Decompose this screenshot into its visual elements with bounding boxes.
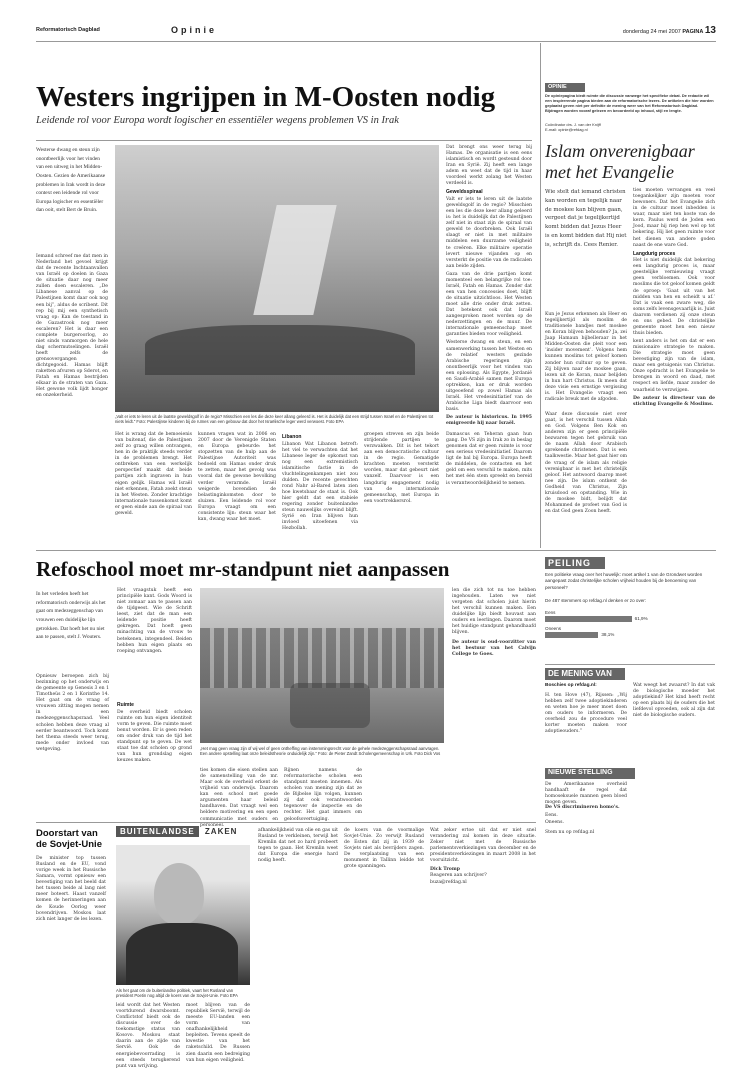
column-author-email: buza@refdag.nl xyxy=(430,879,467,885)
poll-label: PEILING xyxy=(545,557,605,569)
islam-intro: Wie stelt dat iemand christen kan worden en tegelijk naar de moskee kan blijven gaan, vergeet dat je tegelijkertijd komt bidden dat Jezus Heer is en komt bidden dat Hij niet is, schrijft ds. Cees Renier. xyxy=(545,189,627,248)
paper-name: Reformatorisch Dagblad xyxy=(36,27,100,33)
lead-author-note: De auteur is historicus. In 1995 emigreerde hij naar Israël. xyxy=(446,415,532,427)
subhead-libanon: Libanon xyxy=(282,434,302,440)
lead-photo xyxy=(115,145,439,412)
lead-body-1: Iemand schreef me dat men in Nederland het gevoel krijgt dat de recente Inchtaanvallen van Israël op doelen in Gaza de situatie daar nog meer zullen doen escaleren. „De Libanese aanval op de Palestijnen komt daar ook nog een bij”, aldus de scribent. Dit rep bij mij een synthetisch vraag op: Kan de toestand in de Gazastrook nog meer escaleren? Het is daar een complete burgeroorlog, zo niet sinds vanmorgen de hele dag schermutselingen. Israël heeft zelfs de grensovergangen dichtgegooid. Hamas blijft raketten afvuren op Sderot, en Fatah en Hamas bestrijden elkaar in de straten van Gaza. Het gewone volk lijdt honger en onzekerheid. xyxy=(36,254,108,399)
lead-body-5: groepen streven en zijn beide strijdende partijen te verzwakken. Dit is het tekort aan een democratische cultuur in de regio. Gematigde krachten moeten versterkt worden, maar dat gebeurt niet vanzelf. Daarvoor is een langdurig engagement nodig van de internationale gemeenschap, met Europa in een voortrekkersrol. xyxy=(364,432,439,504)
poll-result-line: De 487 stemmers op refdag.nl denken er zo over: xyxy=(545,598,647,603)
lower-col2b xyxy=(117,700,192,818)
column-photo-caption: Als het gaat om de buitenlandse politiek, vaart het Rusland van president Poetin nog altijd de koers van de Sovjet-Unie. Foto EPA xyxy=(116,988,238,999)
poll-option xyxy=(545,626,715,638)
poll-bar xyxy=(545,632,598,638)
lower-body-1: Opnieuw beroepen zich bij bezinning op het onderwijs en de gemeente op Genesis 3 en 1 Timotheüs 2 en 1 Korinthe 14. Het gaat om de vraag of vrouwen zitting mogen nemen in een medezeggenschapsraad. Veel scholen hebben deze vraag al eerder beantwoord. Toch komt het thema steeds weer terug, mede onder invloed van wetgeving. xyxy=(36,674,109,752)
sidebar-label: OPINIE xyxy=(545,83,585,92)
lead-rule xyxy=(36,140,532,141)
column-author: Dick Tromp xyxy=(430,867,460,873)
lead-col3-c: Gaza van de drie partijen komt momenteel een belangrijke rol toe: Israël, Fatah en Hamas. Zonder dat een van hen concessies doet, blijft de situatie uitzichtloos. Het Westen moet alle drie onder druk zetten. Dat betekent ook dat Israël aangesproken moet worden op de nederzettingen en de muur. De internationale gemeenschap moet garanties bieden voor veiligheid. xyxy=(446,271,532,338)
lower-body-4: ties komen die eisen stellen aan de samenstelling van de mr. Maar ook de overheid erkent de vrijheid van onderwijs. Daarom kan een school met goede argumenten haar beleid handhaven. Dat vraagt wel een heldere motivering en een open communicatie met ouders en personeel. xyxy=(200,768,278,828)
poll-option-label: Eens xyxy=(545,610,556,615)
column-headline: Doorstart van de Sovjet-Unie xyxy=(36,828,102,850)
lead-col3 xyxy=(446,145,532,427)
stelling-option-a[interactable]: Eens. xyxy=(545,813,558,818)
islam-body-2: Waar deze discussie niet over gaat, is het verschil tussen Allah en God. Volgens Ben Kok en anderen zijn er geen principiële bezwaren tegen het gebruik van de naam Allah door Arabisch sprekende christenen. Dat is een taalkwestie. Maar het gaat hier om de vraag of de islam als religie verenigbaar is met het christelijk geloof. Het antwoord daarop moet nee zijn. De islam ontkent de Godheid van Christus, Zijn kruisdood en opstanding. Wie in de moskee bidt, belijdt dat Mohammed de profeet van God is en dat God geen Zoon heeft. xyxy=(545,412,628,514)
section-label: Opinie xyxy=(171,25,218,35)
lower-headline: Refoschool moet mr-standpunt niet aanpassen xyxy=(36,557,450,581)
poll-bar xyxy=(545,616,632,622)
subhead-geweldsspiraal: Geweldsspiraal xyxy=(446,189,483,196)
vote-link[interactable]: Stem nu op refdag.nl xyxy=(545,830,595,835)
poll-option xyxy=(545,610,715,622)
column-body-2: leid wordt dat het Westen voortdurend dwarsboomt. Conflictstof biedt ook de discussie over de toekomstige status van Kosovo. Moskou staat daarin aan de zijde van Servië. Ook de energiebevoorrading is een steeds terugkerend punt van wrijving. xyxy=(116,1003,180,1069)
lead-col3-b: Valt er iets te leren uit de laatste geweldsgolf in de regio? Misschien een les die deze keer allang geleerd is: het is duidelijk dat de Palestijnen zelf niet in staat zijn de spiraal van geweld te doorbreken. Ook Israël slaagt er niet in met militaire middelen een duurzame veiligheid te creëren. Elke militaire operatie levert nieuwe vijanden op en versterkt de positie van de radicalen aan beide zijden. xyxy=(446,197,532,269)
page-header xyxy=(36,25,716,39)
stelling-text: De Amerikaanse overheid handhaaft de regel dat homoseksuele mannen geen bloed mogen geven. xyxy=(545,782,627,806)
page-label: PAGINA xyxy=(682,29,704,35)
poll-percent: 38,1% xyxy=(601,632,615,637)
column-body-4: afhankelijkheid van olie en gas uit Rusland te verkleinen, terwijl het Kremlin dat net zo hard probeert tegen te gaan. Het Kremlin weet dat Europa die energie hard nodig heeft. xyxy=(258,828,338,864)
islam-col2 xyxy=(633,188,715,546)
lead-body-4 xyxy=(282,432,358,552)
column-label-left: BUITENLANDSE xyxy=(116,826,199,837)
lower-body-2: Het vraagstuk heeft een principiële kant. Gods Woord is niet zomaar aan te passen aan de tijdgeest. Wie de Schrift leest, ziet dat de man een leidende positie heeft gekregen. Dat hoeft geen minachting van de vrouw te betekenen, integendeel. Beiden hebben hun eigen plaats en roeping ontvangen. xyxy=(117,588,192,654)
poll-question: Een politieke vraag over het huwelijk: moet artikel 1 van de Grondwet worden aangepast zodat christelijke scholen vrijheid houden bij de benoeming van personeel? xyxy=(545,572,703,590)
lead-photo-caption: „Valt er iets te leren uit de laatste geweldsgolf in de regio? Misschien een les die deze keer allang geleerd is. Het is duidelijk dat een strijd tussen Israël en de Palestijnen tot niets leidt.” Foto: Palestijnse kinderen bij de ruïnes van een gebouw dat door het Israëlische leger werd verwoest. Foto EPA xyxy=(115,414,434,425)
header-rule xyxy=(36,41,716,42)
stelling-option-b[interactable]: Oneens. xyxy=(545,820,564,825)
islam-body-1: Kun je Jezus erkennen als Heer en tegelijkertijd als moslim de traditionele bandjes met moskee en Koran blijven behouden? Ja, zei Jaap Hamaun bijbelleraar in het Midden-Oosten die pleit voor een ‘insider movement’. Volgens hem kunnen moslims tot geloof komen zonder hun cultuur op te geven. Zij blijven naar de moskee gaan, lezen uit de Koran, maar belijden in hun hart Christus. Ik meen dat deze visie een ernstige vergissing is. Het Evangelie vraagt een radicale breuk met de afgoden. xyxy=(545,312,627,402)
poll-results xyxy=(545,610,715,658)
opinion-label: DE MENING VAN xyxy=(545,668,625,680)
lower-col-last xyxy=(452,588,536,818)
poll-option-label: Oneens xyxy=(545,626,562,631)
sidebar-intro: De opiniepagina biedt ruimte die discussie vanwege het specifieke debat. De redactie wil een inspirerende pagina bieden aan de reformatorische lezers. De artikelen die hier worden geplaatst geven niet per definitie de mening weer van het Reformatorisch Dagblad. Bijdragen worden vooraf gelezen en beoordeeld op inhoud, stijl en lengte. xyxy=(545,93,714,113)
column-col-last xyxy=(430,828,536,1040)
islam-author-note: De auteur is directeur van de stichting Evangelie & Moslims. xyxy=(633,395,715,407)
lead-intro: Westerse dwang en steun zijn onontbeerlijk voor het vinden van een uitweg in het Midden-Oosten. Gezien de Amerikaanse problemen in Irak wordt in deze context een leidende rol voor Europa logischer en essentiëler dan ooit, stelt Bert de Bruin. xyxy=(36,147,106,214)
lower-body-6-box xyxy=(366,768,444,818)
bottom-rule xyxy=(36,822,536,823)
page-number: 13 xyxy=(704,25,716,36)
lead-body-2: Het is wrang dat de bemoeienis van buitenaf, die de Palestijnen zelf zo graag willen ontvangen, hen in de praktijk steeds verder in de problemen brengt. Het ontbreken van een werkelijk perspectief maakt dat beide partijen zich ingraven in hun eigen gelijk. Hamas wil Israël niet erkennen, Fatah zoekt steun in het Westen. Zonder krachtige internationale tussenkomst komt er geen einde aan de spiraal van geweld. xyxy=(115,432,192,516)
date-label xyxy=(623,25,716,36)
column-body-5: de koers van de voormalige Sovjet-Unie. Zo verwijt Rusland de Esten dat zij in 1939 de Sovjets niet als bevrijders zagen. De verplaatsing van een monument in Tallinn leidde tot grote spanningen. xyxy=(344,828,424,870)
opinion-name: Boschies op refdag.nl: xyxy=(545,683,597,688)
column-photo xyxy=(116,845,250,985)
column-body-6: Wat zeker ertoe uit dat er niet snel verandering zal komen in deze situatie. Zeker niet met de Russische parlementsverkiezingen van december en de presidentsverkiezingen in maart 2008 in het vooruitzicht. xyxy=(430,828,536,864)
lower-body-6: len die zich tot nu toe hebben ingehouden. Laten we niet vergeten dat scholen juist hierin het verschil kunnen maken. Een duidelijke lijn biedt houvast aan ouders en leerlingen. Daarom moet het huidige standpunt gehandhaafd blijven. xyxy=(452,588,536,636)
islam-body-3: ties moeten vervangen en veel toegankelijker zijn moeten voor bewoners. Dat het Evangelie zich in de cultuur moet inbedden is waar, maar niet ten koste van de kern. Paulus werd de Joden een Jood, maar hij riep hen wel op tot bekering. Hij liet geen ruimte voor het dienen van andere goden naast de ene ware God. xyxy=(633,188,715,248)
column-body-1: De minister top tussen Rusland en de EU, vond vorige week in het Russische Samara, vormt opnieuw een bevestiging van het beeld dat het tussen beide al lang niet meer boteert. Haast vanzelf komen de herinneringen aan de Koude Oorlog weer bovendrijven. Moskou laat zich niet langer de les lezen. xyxy=(36,856,106,922)
column-body-3: moet blijven van de republiek Servië, terwijl de meeste EU-landen een vorm van onafhankelijkheid bepleiten. Tevens speelt de kwestie van het raketschild. De Russen zien daarin een bedreiging van hun eigen veiligheid. xyxy=(186,1003,250,1063)
sidebar-divider xyxy=(540,43,541,548)
islam-body-5: kent anders is het om dat er een missionaire strategie te maken. Die strategie moet geen bevestiging zijn van de islam, maar een getuigenis van Christus. Onze opdracht is het Evangelie te brengen in woord en daad, met respect en liefde, maar zonder de waarheid te verzwijgen. xyxy=(633,339,715,393)
poll-percent: 61,9% xyxy=(634,616,648,621)
lead-col3-d: Westerse dwang en steun, en een samenwerking tussen het Westen en de relatief westers gezinde Arabische regeringen zijn onontbeerlijk voor het vinden van een oplossing. Als Egypte, Jordanië en Saudi-Arabië samen met Europa optrekken, kan er druk worden uitgeoefend op zowel Hamas als Israël. Het vredesinitiatief van de Arabische Liga biedt daarvoor een basis. xyxy=(446,340,532,413)
lead-headline: Westers ingrijpen in M-Oosten nodig xyxy=(36,81,496,113)
opinion-text: H. ten Hove (47), Rijssen: „Wij hebben zelf twee adoptiekinderen en weten hoe je meer moet doen om ouders te informeren. De overheid zou de procedure veel korter moeten maken voor adoptieouders.” xyxy=(545,693,627,735)
islam-headline: Islam onverenigbaar met het Evangelie xyxy=(545,141,695,182)
lead-body-3: kunnen vragen wat in 2006 en 2007 door de Verenigde Staten en Europa gebeurde: het stopzetten van de hulp aan de Palestijnse Autoriteit was bedoeld om Hamas onder druk te zetten, maar het gevolg was vooral dat de gewone bevolking verder verarmde. Israël weigerde bovendien de belastinginkomsten door te sluizen. Een leidende rol voor Europa vraagt om een consistente lijn: steun waar het kan, dwang waar het moet. xyxy=(198,432,276,522)
column-label-right: ZAKEN xyxy=(204,827,238,836)
subhead-ruimte: Ruimte xyxy=(117,702,134,708)
islam-body-4: Het is niet duidelijk dat bekering een langdurig proces is, maar geestelijke vernieuwing vraagt geen verbloemen. Ook voor moslims die tot geloof komen geldt de oproep: ‘Gaat uit van het midden van hen en scheidt u af.’ Dat is vaak een zware weg, die soms zelfs levensgevaarlijk is. Juist daarom verdienen zij onze steun en ons gebed. De christelijke gemeente moet hen een nieuw thuis bieden. xyxy=(633,258,715,336)
lower-author-note: De auteur is oud-voorzitter van het bestuur van het Calvijn College te Goes. xyxy=(452,639,536,657)
lower-body-5: Rijnen namens de reformatorische scholen een standpunt moeten innemen. Als scholen van mening zijn dat ze de Bijbelse lijn volgen, kunnen zij dat ook verantwoorden tegenover de inspectie en de rechter. Het gaat immers om geloofsovertuiging. xyxy=(284,768,362,822)
lower-photo-caption: „Het mag geen vraag zijn of wij wel of geen ontheffing van instemmingsrecht voor de gehele medezeggenschapsraad aanvragen. Een andere opstelling laat onze beleidstheorie onduidelijk zijn.” Foto: de Pieter Zandt Scholengemeenschap in Urk. Foto Dick Vos xyxy=(200,746,441,757)
subhead-langdurig: Langdurig proces xyxy=(633,250,676,257)
lower-photo xyxy=(200,588,444,743)
stelling-label: NIEUWE STELLING xyxy=(545,768,635,779)
issue-date: donderdag 24 mei 2007 xyxy=(622,29,681,35)
mid-rule xyxy=(36,550,716,551)
stelling-question: De VS discrimineren homo's. xyxy=(545,805,620,810)
lead-body-6: Damascus en Teheran gaan hun gang. De VS zijn in Irak zo in beslag genomen dat er geen ruimte is voor een serieus vredesinitiatief. Daarom ligt de bal bij Europa. Europa heeft de middelen, de contacten en het geld om een verschil te maken, mits het met één stem spreekt en bereid is verantwoordelijkheid te nemen. xyxy=(446,432,532,486)
lead-body-4-text: Libanon Wat Libanon betreft: het viel te verwachten dat het Libanese leger de opkomst van nog een extremistisch islamitische factie in de vluchtelingenkampen niet zou dulden. De recente gevechten rond Nahr al-Bared laten zien hoe kwetsbaar de staat is. Ook hier geldt dat een stabiele regering zonder buitenlandse steun nauwelijks overeind blijft. Syrië en Iran blijven hun invloed uitoefenen via Hezbollah. xyxy=(282,441,358,532)
opinion-rule xyxy=(545,664,715,665)
lower-body-3: De overheid biedt scholen ruimte om hun eigen identiteit vorm te geven. Die ruimte moet benut worden. Er is geen reden om onder druk van de tijd het standpunt op te geven. De wet staat toe dat scholen op grond van hun grondslag eigen keuzes maken. xyxy=(117,709,192,764)
column-author-label: Reageren aan schrijver? xyxy=(430,873,487,879)
column-banner xyxy=(116,827,251,841)
lead-subhead: Leidende rol voor Europa wordt logischer en essentiëler wegens problemen VS in Irak xyxy=(36,115,399,126)
opinion-side-text: Wat weegt het zwaarst? In dat vak de biologische moeder het adoptiekind? Het kind heeft recht op een plaats bij de ouders die het liefdevol opvoeden, ook al zijn dat niet de biologische ouders. xyxy=(633,683,715,719)
sidebar-contact: Coördinator drs. J. van der Knijff E-mail: opinie@refdag.nl xyxy=(545,122,601,133)
lead-col3-a: Dat brengt ons weer terug bij Hamas. De organisatie is een eens islamistisch en wordt gesteund door Iran en Syrië. Zij heeft een lange adem en weet dat de tijd in haar voordeel werkt zolang het Westen verdeeld is. xyxy=(446,145,532,187)
lower-intro: In het verleden heeft het reformatorisch onderwijs als het gaat om medezeggenschap van vrouwen een duidelijke lijn getrokken. Dat hoeft het nu niet aan te passen, stelt J. Wouters. xyxy=(36,591,106,641)
